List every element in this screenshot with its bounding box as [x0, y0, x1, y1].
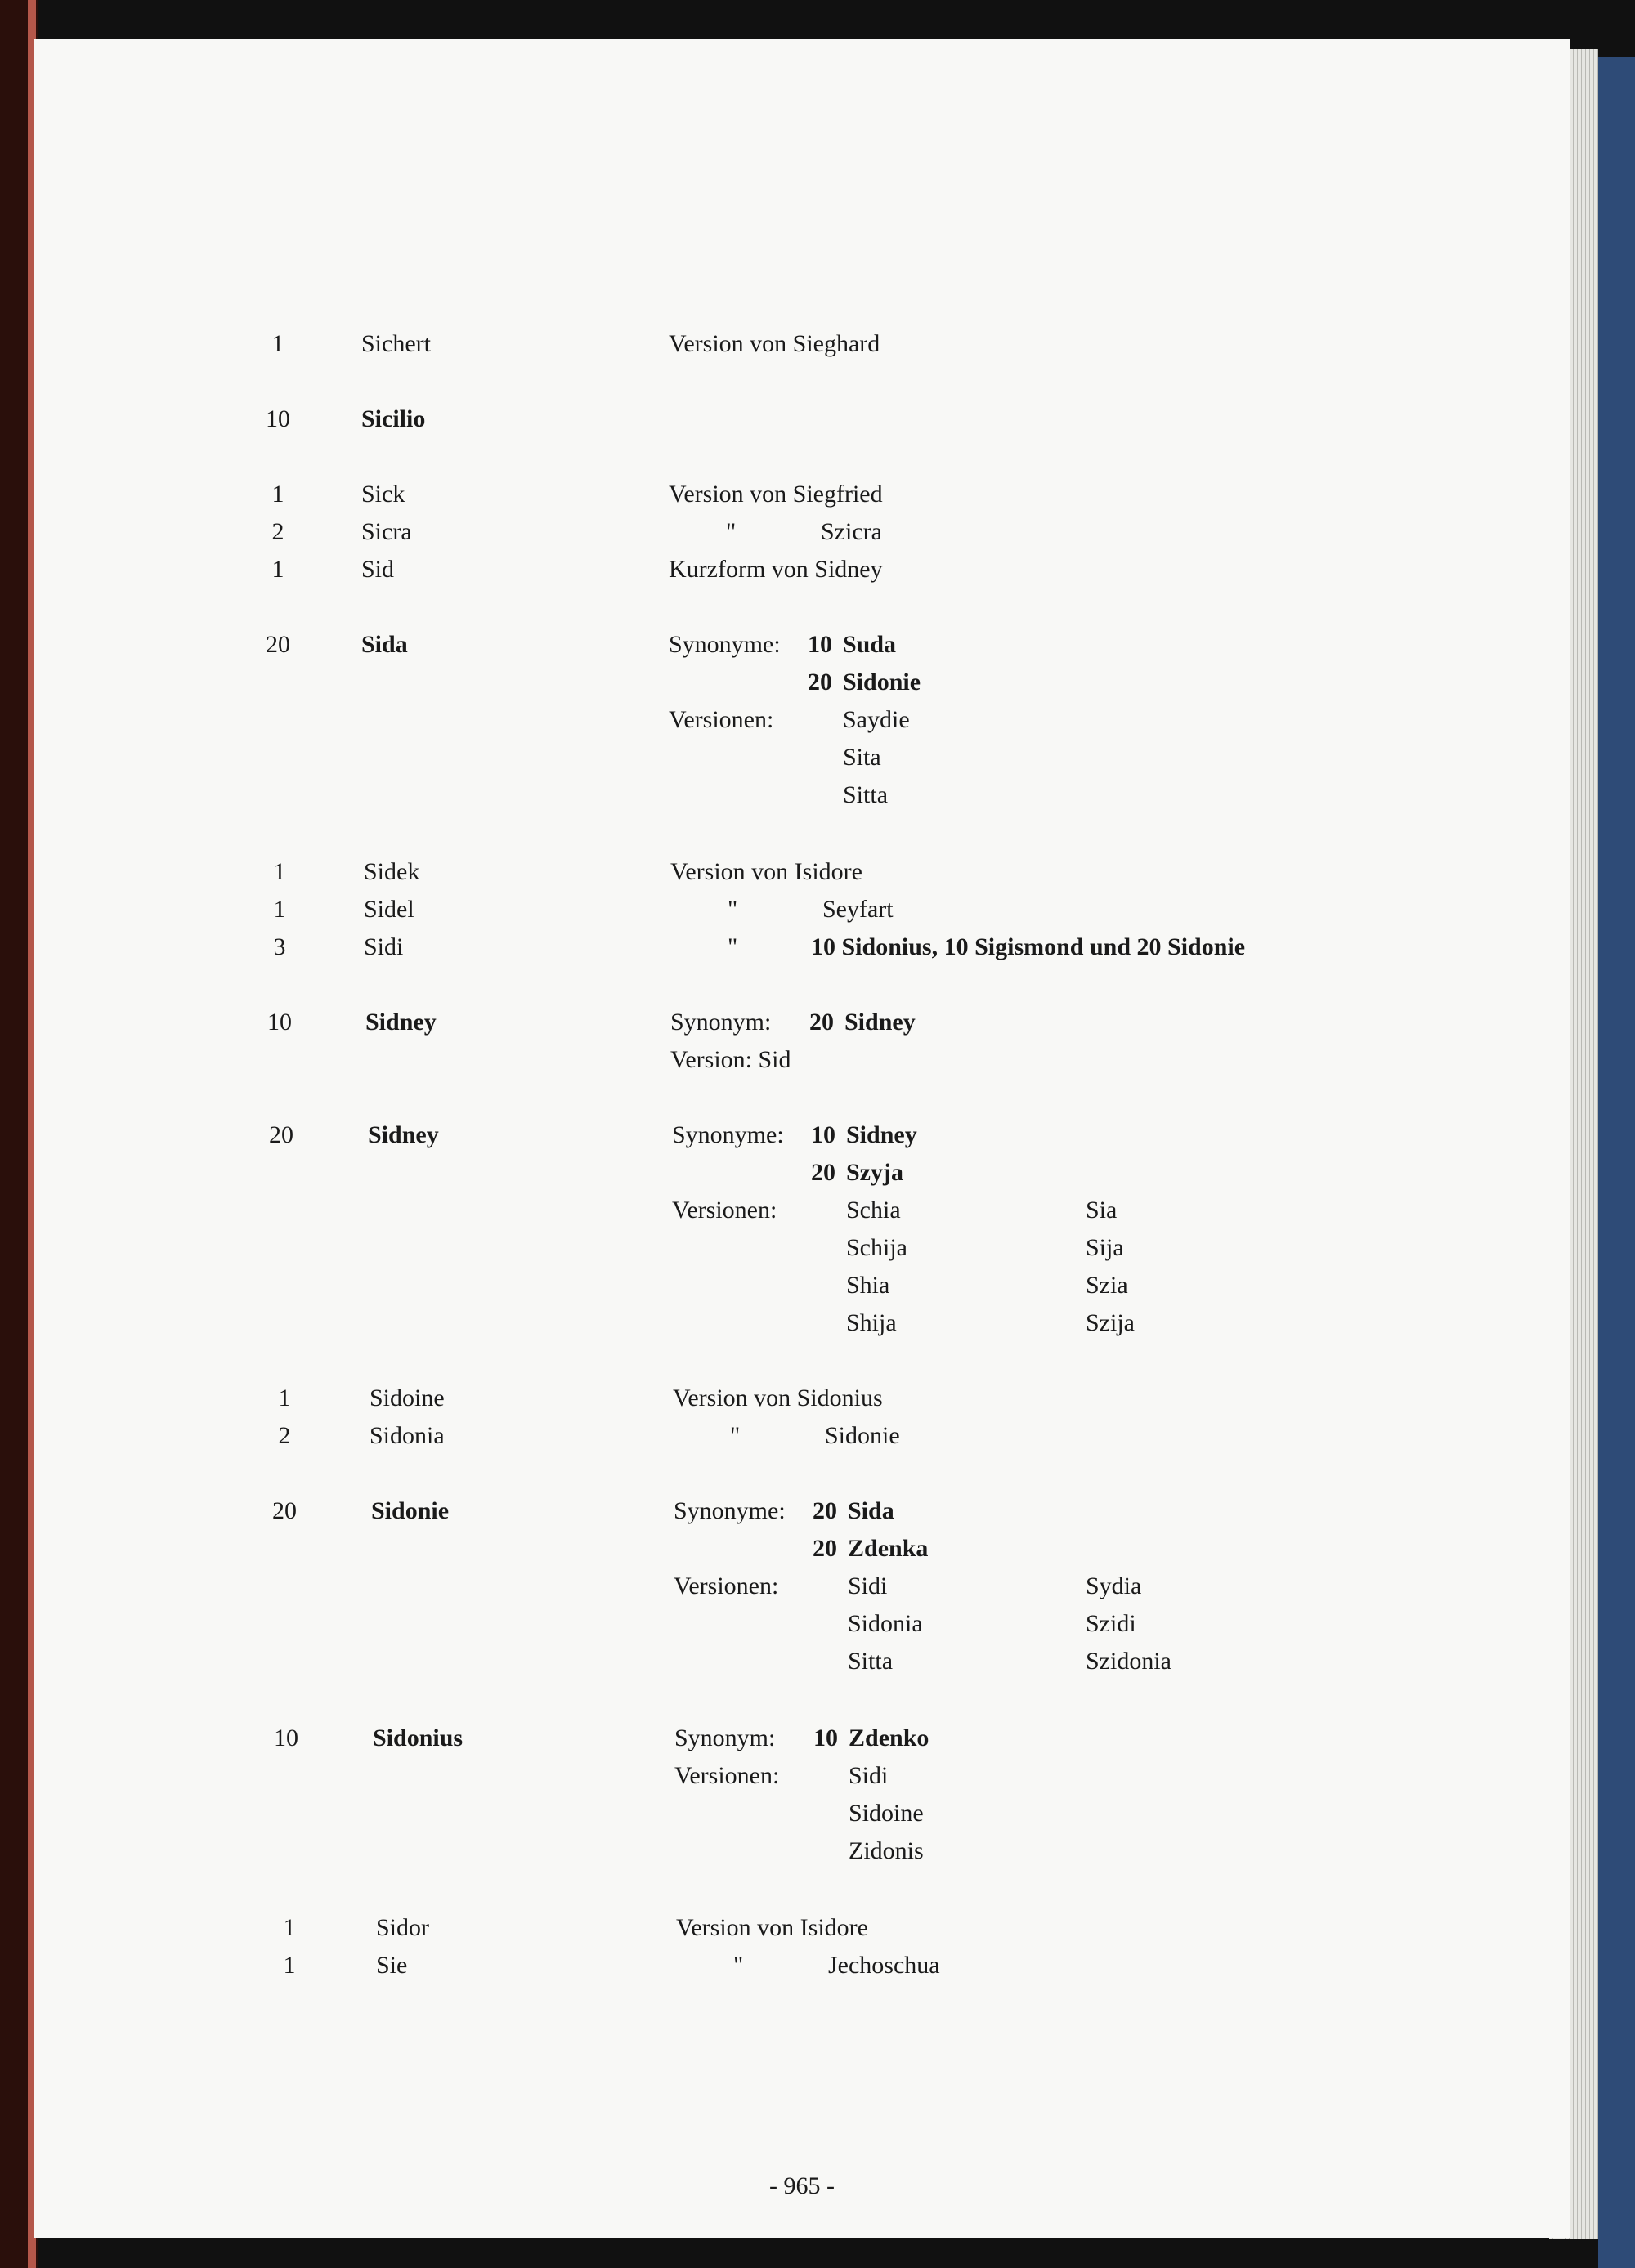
- entry-count: 1: [271, 481, 284, 508]
- entry-name: Sidney: [365, 1009, 437, 1036]
- ditto-mark: ": [726, 518, 737, 545]
- entry-name: Sidonie: [371, 1497, 450, 1524]
- entry-sicilio: [34, 400, 1570, 438]
- entry-sid: [34, 551, 1570, 588]
- synonym-count: 20: [811, 1159, 835, 1186]
- entry-sidney20-line: [34, 1304, 1570, 1342]
- synonym-name: Sidonie: [843, 669, 921, 696]
- entry-sidonie-line: [34, 1643, 1570, 1680]
- entry-count: 1: [283, 1914, 296, 1941]
- reference: Seyfart: [822, 896, 894, 923]
- entry-name: Sidney: [368, 1121, 439, 1148]
- synonym-count: 10: [811, 1121, 835, 1148]
- reference: 10 Sidonius, 10 Sigismond und 20 Sidonie: [811, 933, 1246, 960]
- entry-name: Sidonia: [370, 1422, 445, 1449]
- version-label: Versionen:: [669, 706, 774, 733]
- entry-sicra: [34, 513, 1570, 551]
- synonym-label: Synonym:: [674, 1724, 776, 1751]
- entry-name: Sicilio: [361, 405, 426, 432]
- entry-name: Sick: [361, 481, 405, 508]
- synonym-name: Szyja: [846, 1159, 903, 1186]
- synonym-label: Synonym:: [670, 1009, 772, 1036]
- entry-name: Sid: [361, 556, 395, 583]
- synonym-name: Sida: [848, 1497, 894, 1524]
- synonym-name: Zdenko: [849, 1724, 929, 1751]
- version-label: Versionen:: [674, 1572, 779, 1599]
- entry-sidney20-line: [34, 1192, 1570, 1229]
- entry-sidonius-line: [34, 1795, 1570, 1832]
- version-name-2: Szija: [1086, 1309, 1135, 1336]
- entry-count: 1: [271, 330, 284, 357]
- synonym-label: Synonyme:: [669, 631, 781, 658]
- entry-sida-line: [34, 664, 1570, 701]
- version-name: Sita: [843, 744, 881, 771]
- synonym-label: Synonyme:: [672, 1121, 784, 1148]
- entry-name: Sidek: [364, 858, 420, 885]
- entry-name: Sie: [376, 1952, 408, 1979]
- entry-name: Sidor: [376, 1914, 430, 1941]
- entry-count: 20: [266, 631, 290, 658]
- entry-type: Version von Isidore: [670, 858, 862, 885]
- entry-sidney10: [34, 1004, 1570, 1041]
- entry-count: 1: [278, 1385, 291, 1411]
- reference: Szicra: [821, 518, 882, 545]
- entry-count: 2: [271, 518, 284, 545]
- entry-sidney20-line: [34, 1154, 1570, 1192]
- entry-sidonie: [34, 1492, 1570, 1530]
- entry-name: Sidoine: [370, 1385, 445, 1411]
- version-name-2: Szidi: [1086, 1610, 1136, 1637]
- entry-count: 1: [271, 556, 284, 583]
- entry-sichert: [34, 325, 1570, 363]
- version-label: Versionen:: [672, 1197, 777, 1223]
- synonym-count: 10: [813, 1724, 838, 1751]
- version-label: Versionen:: [674, 1762, 780, 1789]
- entry-sida-line: [34, 701, 1570, 739]
- entry-sidel: [34, 891, 1570, 928]
- synonym-count: 10: [808, 631, 832, 658]
- entry-name: Sidi: [364, 933, 404, 960]
- synonym-count: 20: [813, 1497, 837, 1524]
- version-name: Shija: [846, 1309, 897, 1336]
- synonym-count: 20: [809, 1009, 834, 1036]
- entry-type: Version von Sieghard: [669, 330, 880, 357]
- entry-name: Sida: [361, 631, 408, 658]
- entry-count: 10: [274, 1724, 298, 1751]
- entry-sidney20: [34, 1116, 1570, 1154]
- version-name: Shia: [846, 1272, 890, 1299]
- entry-sick: [34, 476, 1570, 513]
- entry-name: Sidel: [364, 896, 414, 923]
- entry-sidek: [34, 853, 1570, 891]
- synonym-name: Zdenka: [848, 1535, 929, 1562]
- entry-count: 20: [269, 1121, 293, 1148]
- entry-type: Version von Isidore: [676, 1914, 868, 1941]
- synonym-name: Sidney: [846, 1121, 917, 1148]
- entry-sidor: [34, 1909, 1570, 1947]
- version-name-2: Szidonia: [1086, 1648, 1171, 1675]
- entry-sidi: [34, 928, 1570, 966]
- book-cover-edge: [1598, 57, 1635, 2268]
- book-page: [34, 39, 1570, 2238]
- reference: Sidonie: [825, 1422, 900, 1449]
- entry-count: 2: [278, 1422, 291, 1449]
- ditto-mark: ": [730, 1422, 741, 1449]
- entry-name: Sicra: [361, 518, 412, 545]
- version-name-2: Sia: [1086, 1197, 1118, 1223]
- entry-sidonius-line: [34, 1757, 1570, 1795]
- entry-sida-line: [34, 739, 1570, 776]
- entry-name: Sidonius: [373, 1724, 464, 1751]
- version-name: Schija: [846, 1234, 907, 1261]
- synonym-count: 20: [813, 1535, 837, 1562]
- entry-count: 10: [267, 1009, 292, 1036]
- entry-type: Version von Siegfried: [669, 481, 883, 508]
- version-name: Sidi: [848, 1572, 888, 1599]
- entry-sidney10-line: [34, 1041, 1570, 1079]
- version-name: Schia: [846, 1197, 901, 1223]
- entry-count: 1: [283, 1952, 296, 1979]
- synonym-label: Synonyme:: [674, 1497, 786, 1524]
- version-name: Sitta: [843, 781, 889, 808]
- entry-sida-line: [34, 776, 1570, 814]
- entry-type: Version von Sidonius: [673, 1385, 883, 1411]
- entry-count: 1: [273, 896, 286, 923]
- synonym-name: Suda: [843, 631, 897, 658]
- entry-count: 1: [273, 858, 286, 885]
- entry-sidonie-line: [34, 1605, 1570, 1643]
- version-name: Sidi: [849, 1762, 889, 1789]
- version-label: Version: Sid: [670, 1046, 791, 1073]
- entry-count: 20: [272, 1497, 297, 1524]
- entry-sie: [34, 1947, 1570, 1984]
- reference: Jechoschua: [828, 1952, 940, 1979]
- entry-sidney20-line: [34, 1229, 1570, 1267]
- ditto-mark: ": [728, 896, 738, 923]
- entry-sidonie-line: [34, 1530, 1570, 1568]
- version-name: Saydie: [843, 706, 910, 733]
- entry-sidoine: [34, 1380, 1570, 1417]
- synonym-name: Sidney: [844, 1009, 916, 1036]
- entry-name: Sichert: [361, 330, 431, 357]
- entry-count: 10: [266, 405, 290, 432]
- entry-sidonius-line: [34, 1832, 1570, 1870]
- entry-count: 3: [273, 933, 286, 960]
- version-name-2: Sydia: [1086, 1572, 1142, 1599]
- synonym-count: 20: [808, 669, 832, 696]
- ditto-mark: ": [733, 1952, 744, 1979]
- version-name: Sidoine: [849, 1800, 924, 1827]
- version-name: Sitta: [848, 1648, 894, 1675]
- entry-sidonia: [34, 1417, 1570, 1455]
- entry-sidonie-line: [34, 1568, 1570, 1605]
- entry-sidonius: [34, 1720, 1570, 1757]
- version-name: Sidonia: [848, 1610, 923, 1637]
- entry-type: Kurzform von Sidney: [669, 556, 883, 583]
- ditto-mark: ": [728, 933, 738, 960]
- page-number: - 965 -: [769, 2172, 835, 2199]
- entry-sidney20-line: [34, 1267, 1570, 1304]
- entry-sida: [34, 626, 1570, 664]
- version-name-2: Sija: [1086, 1234, 1124, 1261]
- version-name-2: Szia: [1086, 1272, 1128, 1299]
- version-name: Zidonis: [849, 1837, 924, 1864]
